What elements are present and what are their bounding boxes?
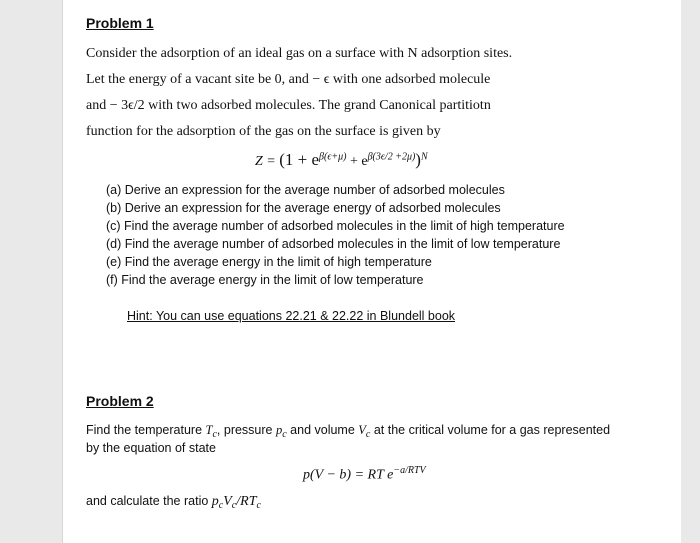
problem-1-heading: Problem 1 [86,15,154,31]
problem-2-text-line-2: by the equation of state [86,441,216,455]
problem-2-heading: Problem 2 [86,393,154,409]
item-e: (e) Find the average energy in the limit of high temperature [106,255,432,269]
problem-2-text-line-1: Find the temperature $T_c$, pressure $p_c$ and volume $V_c$ at the critical volume for a gas represented [86,423,611,440]
item-f: (f) Find the average energy in the limit of low temperature [106,273,424,287]
problem-1-line-3: and − 3ϵ/2 with two adsorbed molecules. The grand Canonical partitiotn [86,98,491,113]
equation-of-state: p(V − b) = RT $e^{-a/RTV}$ [303,465,426,483]
partition-function-equation: $Z = (1 + e^{\beta(\epsilon+\mu)} + e^{\beta(3\epsilon/2 +2\mu)})^N$ [255,150,428,169]
problem-1-line-1: Consider the adsorption of an ideal gas on a surface with N adsorption sites. [86,46,513,61]
hint-text: Hint: You can use equations 22.21 & 22.22 in Blundell book [127,309,456,323]
item-d: (d) Find the average number of adsorbed molecules in the limit of low temperature [106,237,561,251]
problem-1-line-4: function for the adsorption of the gas on the surface is given by [86,124,441,139]
item-a: (a) Derive an expression for the average number of adsorbed molecules [106,183,505,197]
problem-1-line-2: Let the energy of a vacant site be 0, and − ϵ with one adsorbed molecule [86,72,491,87]
item-b: (b) Derive an expression for the average energy of adsorbed molecules [106,201,501,215]
ratio-text: and calculate the ratio $p_cV_c/RT_c$ [86,494,261,511]
item-c: (c) Find the average number of adsorbed molecules in the limit of high temperature [106,219,565,233]
